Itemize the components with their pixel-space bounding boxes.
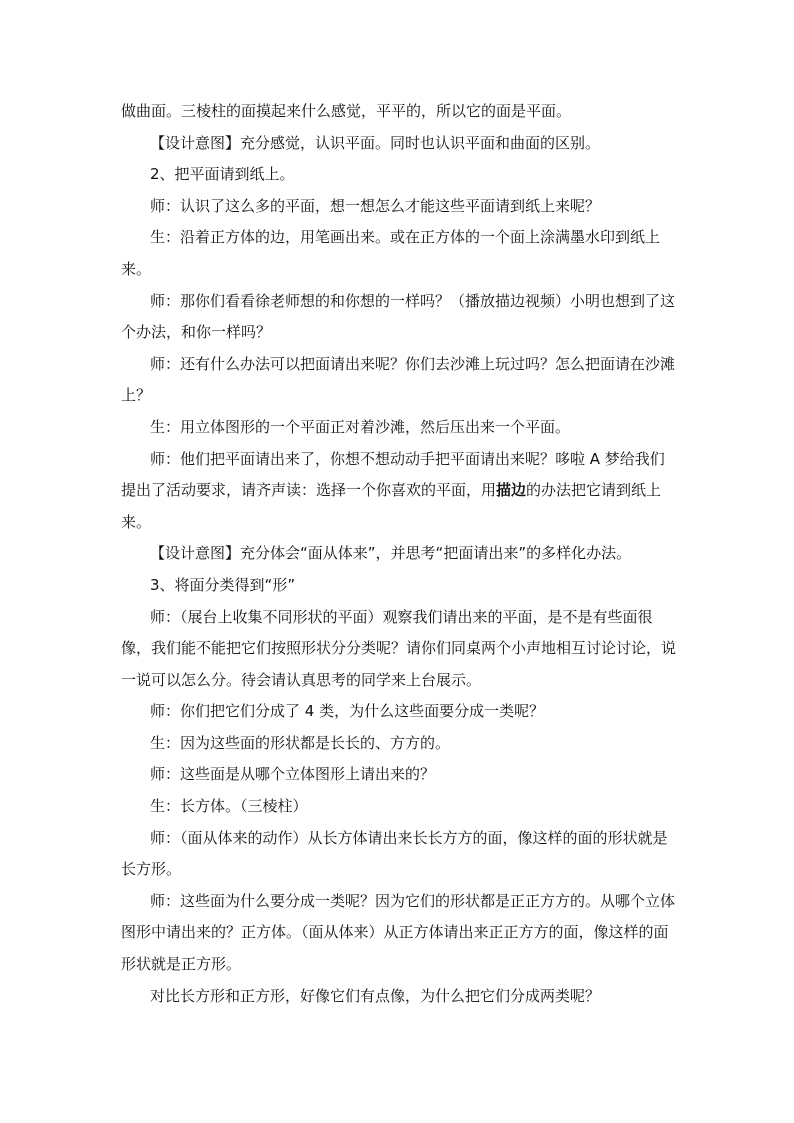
section-heading-3: 3、将面分类得到“形” bbox=[150, 575, 296, 594]
teacher-line: 师：（展台上收集不同形状的平面）观察我们请出来的平面，是不是有些面很像，我们能不能把它们按照形状分分类呢？请你们同桌两个小声地相互讨论讨论，说一说可以怎么分。待会请认真思考的同学来上台展示。 bbox=[121, 607, 677, 689]
text-after-bold: 的办法把它请到纸上来。 bbox=[121, 481, 662, 531]
bold-keyword: 描边 bbox=[496, 481, 527, 500]
teacher-line: 师：你们把它们分成了 4 类，为什么这些面要分成一类呢？ bbox=[150, 702, 545, 721]
student-line: 生：长方体。（三棱柱） bbox=[150, 797, 308, 816]
paragraph-1: 做曲面。三棱柱的面摸起来什么感觉，平平的，所以它的面是平面。 bbox=[121, 102, 572, 120]
design-intent-paragraph: 【设计意图】充分感觉，认识平面。同时也认识平面和曲面的区别。 bbox=[150, 133, 601, 152]
section-heading-2: 2、把平面请到纸上。 bbox=[150, 165, 295, 184]
document-body bbox=[121, 96, 677, 1012]
teacher-line: 师：认识了这么多的平面，想一想怎么才能这些平面请到纸上来呢？ bbox=[150, 196, 601, 215]
comparison-line: 对比长方形和正方形，好像它们有点像，为什么把它们分成两类呢？ bbox=[150, 986, 601, 1005]
student-line: 生：用立体图形的一个平面正对着沙滩，然后压出来一个平面。 bbox=[150, 417, 571, 436]
design-intent-paragraph: 【设计意图】充分体会“面从体来”，并思考“把面请出来”的多样化办法。 bbox=[150, 544, 632, 563]
teacher-line: 师：这些面是从哪个立体图形上请出来的？ bbox=[150, 765, 436, 784]
teacher-line: 师：那你们看看徐老师想的和你想的一样吗？（播放描边视频）小明也想到了这个办法，和你一样吗？ bbox=[121, 291, 676, 342]
teacher-line-activity bbox=[121, 444, 677, 539]
teacher-line: 师：这些面为什么要分成一类呢？因为它们的形状都是正正方方的。从哪个立体图形中请出来的？正方体。（面从体来）从正方体请出来正正方方的面，像这样的面形状就是正方形。 bbox=[121, 891, 676, 974]
teacher-line: 师：（面从体来的动作）从长方体请出来长长方方的面，像这样的面的形状就是长方形。 bbox=[121, 828, 668, 879]
text-before-bold: 师：他们把平面请出来了，你想不想动动手把平面请出来呢？哆啦 A 梦给我们提出了活动要求，请齐声读：选择一个你喜欢的平面，用 bbox=[121, 449, 665, 500]
student-line: 生：沿着正方体的边，用笔画出来。或在正方体的一个面上涂满墨水印到纸上来。 bbox=[121, 228, 661, 278]
teacher-line: 师：还有什么办法可以把面请出来呢？你们去沙滩上玩过吗？怎么把面请在沙滩上？ bbox=[121, 354, 676, 405]
student-line: 生：因为这些面的形状都是长长的、方方的。 bbox=[150, 733, 451, 752]
